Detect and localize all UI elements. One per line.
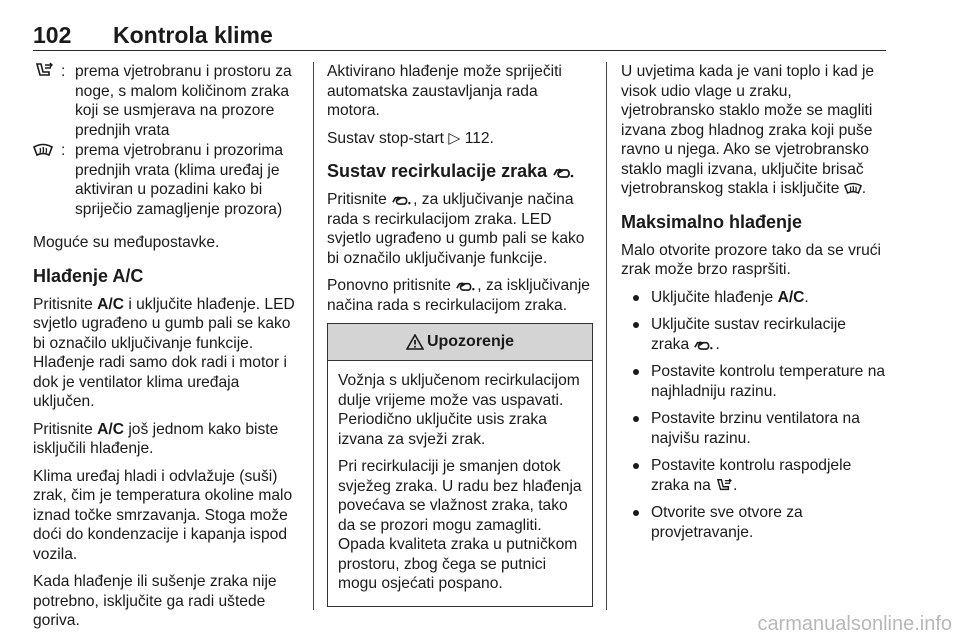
warning-box xyxy=(327,323,593,607)
paragraph: Kada hlađenje ili sušenje zraka nije potrebno, isključite ga radi uštede goriva. xyxy=(33,573,277,629)
paragraph: Pritisnite A/C još jednom kako biste isključili hlađenje. xyxy=(33,420,279,457)
paragraph: U uvjetima kada je vani toplo i kad je visok udio vlage u zraku, vjetrobransko staklo može se magliti izvana zbog hladnog zraka koji puše ravno u njega. Ako se vjetrobransko staklo magli izvana, uključite brisač vjetrobranskog stakla i isključite . xyxy=(621,63,875,197)
paragraph: Pritisnite , za uključivanje načina rada s recirkulacijom zraka. LED svjetlo ugrađeno u gumb pali se kako bi označilo uključivanje funkcije. xyxy=(327,191,585,267)
column-3 xyxy=(621,62,887,550)
page-header xyxy=(33,20,886,51)
paragraph: Malo otvorite prozore tako da se vrući zrak može brzo raspršiti. xyxy=(621,241,882,278)
presets-text: Moguće su međupostavke. xyxy=(33,234,220,251)
warning-title: Upozorenje xyxy=(426,333,515,351)
recirculation-icon xyxy=(455,279,477,292)
column-divider-2 xyxy=(606,62,607,610)
list-item: Postavite kontrolu temperature na najhladniju razinu. xyxy=(621,362,887,401)
heading-recirculation: Sustav recirkulacije zraka xyxy=(327,160,593,182)
page-reference-arrow-icon: ▷ xyxy=(448,129,461,147)
list-item: Uključite hlađenje A/C. xyxy=(621,288,887,308)
airflow-def-windscreen-footwell: : prema vjetrobranu i prostoru za noge, s malom količinom zraka koji se usmjerava na prozore prednjih vrata xyxy=(33,62,299,140)
paragraph: Aktivirano hlađenje može spriječiti automatska zaustavljanja rada motora. xyxy=(327,63,562,119)
seat-windscreen-icon xyxy=(715,478,733,492)
page-reference: 112. xyxy=(464,129,494,147)
column-1 xyxy=(33,62,299,639)
warning-triangle-icon xyxy=(406,334,424,350)
seat-windscreen-icon xyxy=(33,62,61,140)
list-item: Postavite kontrolu raspodjele zraka na . xyxy=(621,456,887,495)
warning-paragraph: Vožnja s uključenom recirkulacijom dulje vrijeme može vas uspavati. Periodično uključite usis zraka izvana za svježi zrak. xyxy=(338,372,580,448)
list-item: Otvorite sve otvore za provjetravanje. xyxy=(621,503,887,542)
recirculation-icon xyxy=(391,193,413,206)
warning-paragraph: Pri recirkulaciji je smanjen dotok svježeg zraka. U radu bez hlađenja povećava se vlažnost zraka, tako da se prozori mogu zamagliti. Opada kvaliteta zraka u putničkom prostoru, zbog čega se putnici mogu osjećati pospano. xyxy=(338,458,582,592)
page-number: 102 xyxy=(33,22,72,48)
paragraph: Pritisnite A/C i uključite hlađenje. LED svjetlo ugrađeno u gumb pali se kako bi označilo uključivanje funkcije. Hlađenje radi samo dok radi i motor i dok je ventilator klima uređaja uključen. xyxy=(33,295,295,410)
defrost-icon xyxy=(844,182,862,195)
heading-ac-cooling: Hlađenje A/C xyxy=(33,265,144,286)
list-item: Uključite sustav recirkulacije zraka . xyxy=(621,315,887,354)
watermark: carmanualsonline.info xyxy=(757,613,952,635)
page-title: Kontrola klime xyxy=(113,22,273,48)
max-cooling-steps xyxy=(621,288,887,543)
recirculation-icon xyxy=(693,338,715,351)
column-divider-1 xyxy=(313,62,314,610)
paragraph: Sustav stop-start ▷ 112. xyxy=(327,129,494,147)
airflow-def-windscreen-defrost: : prema vjetrobranu i prozorima prednjih vrata (klima uređaj je aktiviran u pozadini kako bi spriječio zamagljenje prozora) xyxy=(33,141,299,219)
warning-header xyxy=(328,324,592,361)
recirculation-icon xyxy=(552,165,576,179)
warning-body xyxy=(328,361,592,606)
paragraph: Ponovno pritisnite , za isključivanje načina rada s recirkulacijom zraka. xyxy=(327,277,590,314)
column-2 xyxy=(327,62,593,607)
list-item: Postavite brzinu ventilatora na najvišu razinu. xyxy=(621,409,887,448)
paragraph: Klima uređaj hladi i odvlažuje (suši) zrak, čim je temperatura okoline malo iznad točke smrzavanja. Stoga može doći do kondenzacije i kapanja ispod vozila. xyxy=(33,467,293,563)
defrost-icon xyxy=(33,141,61,219)
heading-max-cooling: Maksimalno hlađenje xyxy=(621,211,803,232)
airflow-def-text: prema vjetrobranu i prostoru za noge, s malom količinom zraka koji se usmjerava na prozore prednjih vrata xyxy=(75,63,292,139)
airflow-def-text: prema vjetrobranu i prozorima prednjih vrata (klima uređaj je aktiviran u pozadini kako bi spriječio zamagljenje prozora) xyxy=(75,142,284,218)
